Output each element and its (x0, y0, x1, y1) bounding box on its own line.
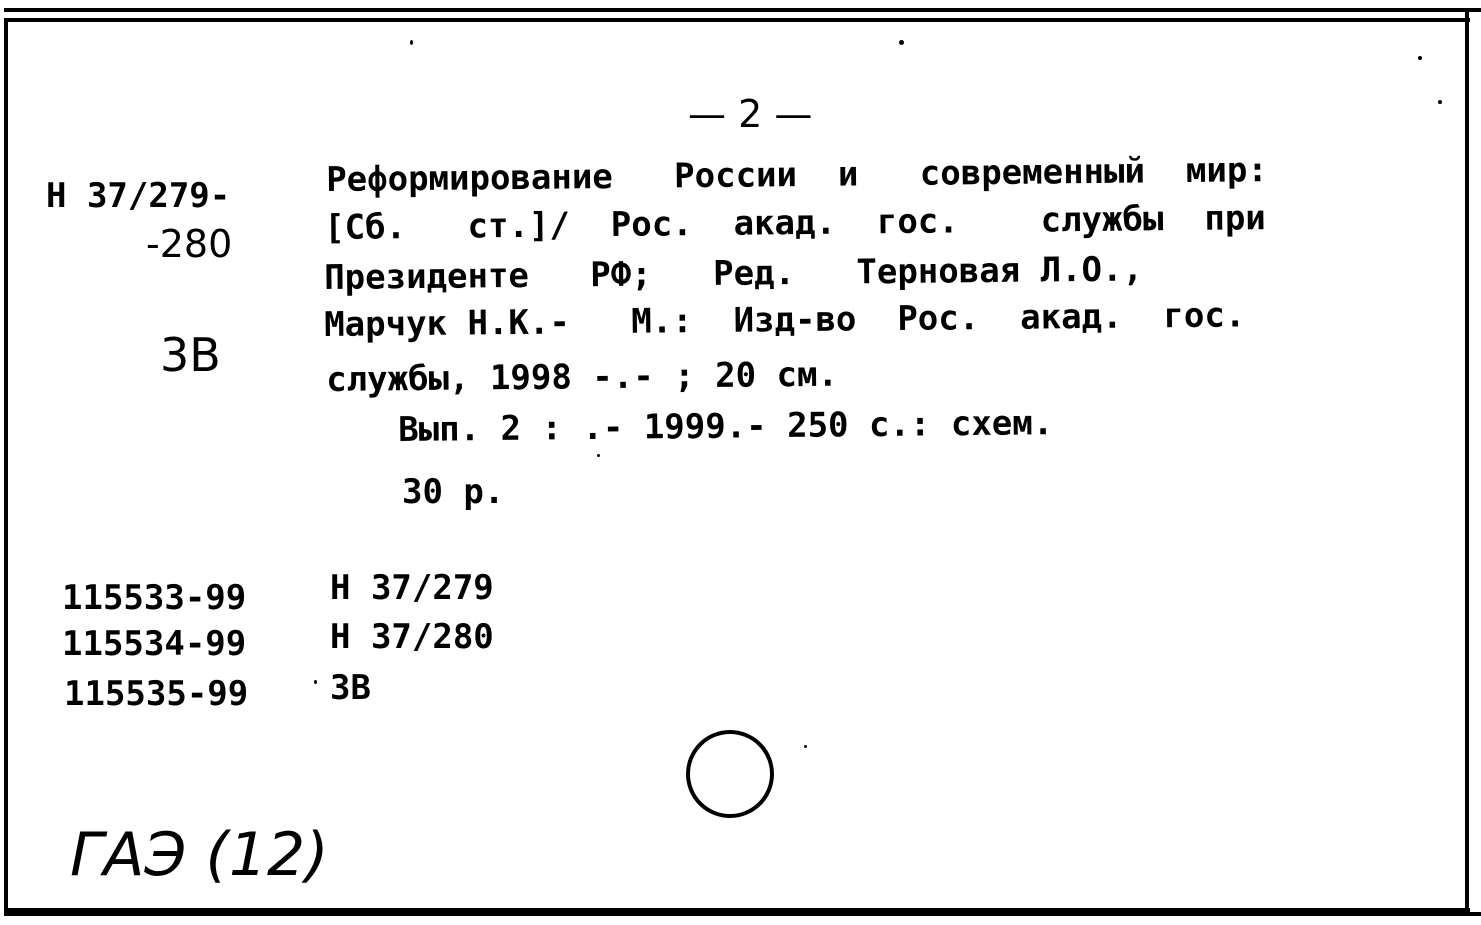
scan-speck (804, 745, 807, 748)
scan-speck (597, 454, 600, 457)
card-right-border (1465, 8, 1469, 912)
punch-hole-circle-icon (680, 726, 784, 830)
scan-speck (314, 680, 317, 684)
entry-line-5: службы, 1998 -.- ; 20 см. (326, 354, 839, 400)
scan-speck (899, 40, 904, 45)
inventory-location: Н 37/280 (330, 617, 494, 657)
inventory-number: 115533-99 (62, 578, 247, 618)
inventory-location: Н 37/279 (330, 568, 494, 608)
entry-issue: Вып. 2 : .- 1999.- 250 с.: схем. (398, 403, 1054, 450)
card-top-border (4, 8, 1481, 12)
page-number: — 2 — (688, 92, 813, 136)
scan-speck (1418, 56, 1422, 60)
handwritten-note: ГАЭ (12) (70, 820, 329, 890)
entry-line-2: [Сб. ст.]/ Рос. акад. гос. службы при (324, 198, 1266, 248)
shelfmark-primary: Н 37/279- (46, 176, 231, 216)
entry-line-3: Президенте РФ; Ред. Терновая Л.О., (324, 249, 1144, 298)
inventory-number: 115534-99 (62, 624, 247, 664)
inventory-number: 115535-99 (64, 674, 249, 714)
shelfmark-secondary: -280 (146, 222, 233, 266)
entry-price: 30 р. (402, 472, 505, 512)
card-bottom-border (4, 912, 1481, 916)
entry-line-1: Реформирование России и современный мир: (326, 150, 1268, 200)
inventory-location: 3В (330, 668, 371, 708)
shelfmark-alt: 3В (160, 328, 221, 382)
entry-line-4: Марчук Н.К.- М.: Изд-во Рос. акад. гос. (324, 295, 1246, 345)
scan-speck (1438, 100, 1442, 104)
scan-speck (410, 40, 413, 45)
